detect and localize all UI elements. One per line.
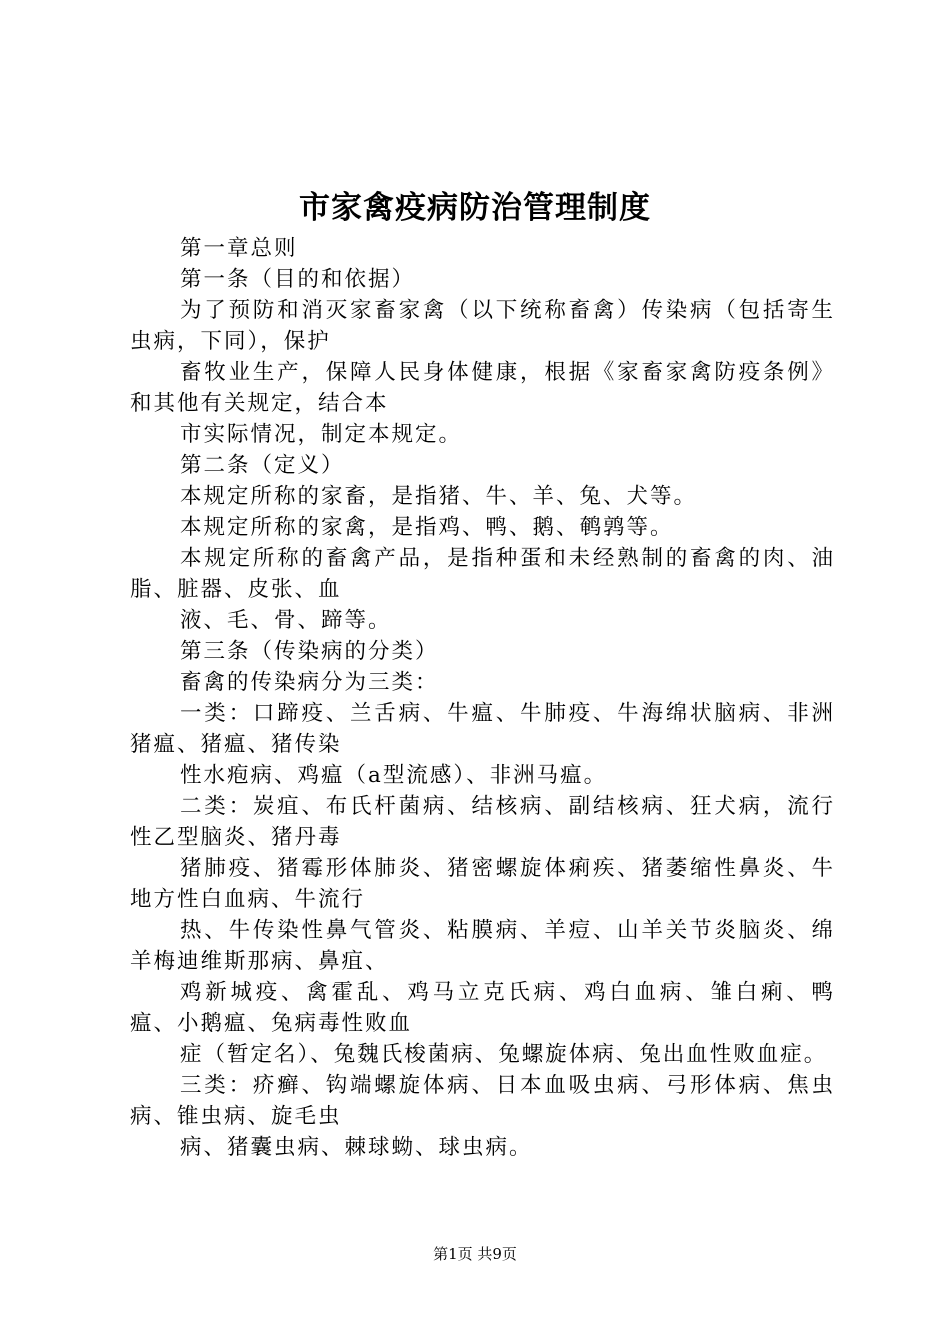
document-body	[130, 233, 835, 1163]
paragraph: 病、猪囊虫病、棘球蚴、球虫病。	[180, 1135, 533, 1160]
article-heading: 第一条（目的和依据）	[180, 267, 416, 292]
paragraph: 一类：口蹄疫、兰舌病、牛瘟、牛肺疫、牛海绵状脑病、非洲猪瘟、猪瘟、猪传染	[130, 701, 835, 757]
paragraph: 本规定所称的家畜，是指猪、牛、羊、兔、犬等。	[180, 484, 698, 509]
paragraph: 三类：疥癣、钩端螺旋体病、日本血吸虫病、弓形体病、焦虫病、锥虫病、旋毛虫	[130, 1073, 835, 1129]
page-footer: 第1页 共9页	[433, 1245, 517, 1263]
article-heading: 第三条（传染病的分类）	[180, 639, 439, 664]
paragraph: 市实际情况，制定本规定。	[180, 422, 463, 447]
paragraph: 畜禽的传染病分为三类：	[180, 670, 439, 695]
paragraph: 畜牧业生产，保障人民身体健康，根据《家畜家禽防疫条例》和其他有关规定，结合本	[130, 360, 835, 416]
paragraph: 鸡新城疫、禽霍乱、鸡马立克氏病、鸡白血病、雏白痢、鸭瘟、小鹅瘟、兔病毒性败血	[130, 980, 835, 1036]
paragraph: 热、牛传染性鼻气管炎、粘膜病、羊痘、山羊关节炎脑炎、绵羊梅迪维斯那病、鼻疽、	[130, 918, 835, 974]
paragraph: 性水疱病、鸡瘟（a型流感）、非洲马瘟。	[180, 763, 608, 788]
paragraph: 二类：炭疽、布氏杆菌病、结核病、副结核病、狂犬病，流行性乙型脑炎、猪丹毒	[130, 794, 835, 850]
chapter-heading: 第一章总则	[180, 236, 298, 261]
paragraph: 本规定所称的畜禽产品，是指种蛋和未经熟制的畜禽的肉、油脂、脏器、皮张、血	[130, 546, 835, 602]
paragraph: 猪肺疫、猪霉形体肺炎、猪密螺旋体痢疾、猪萎缩性鼻炎、牛地方性白血病、牛流行	[130, 856, 835, 912]
paragraph: 液、毛、骨、蹄等。	[180, 608, 392, 633]
article-heading: 第二条（定义）	[180, 453, 345, 478]
paragraph: 为了预防和消灭家畜家禽（以下统称畜禽）传染病（包括寄生虫病，下同），保护	[130, 298, 835, 354]
paragraph: 本规定所称的家禽，是指鸡、鸭、鹅、鹌鹑等。	[180, 515, 674, 540]
document-title: 市家禽疫病防治管理制度	[299, 190, 651, 226]
paragraph: 症（暂定名）、兔魏氏梭菌病、兔螺旋体病、兔出血性败血症。	[180, 1042, 828, 1067]
